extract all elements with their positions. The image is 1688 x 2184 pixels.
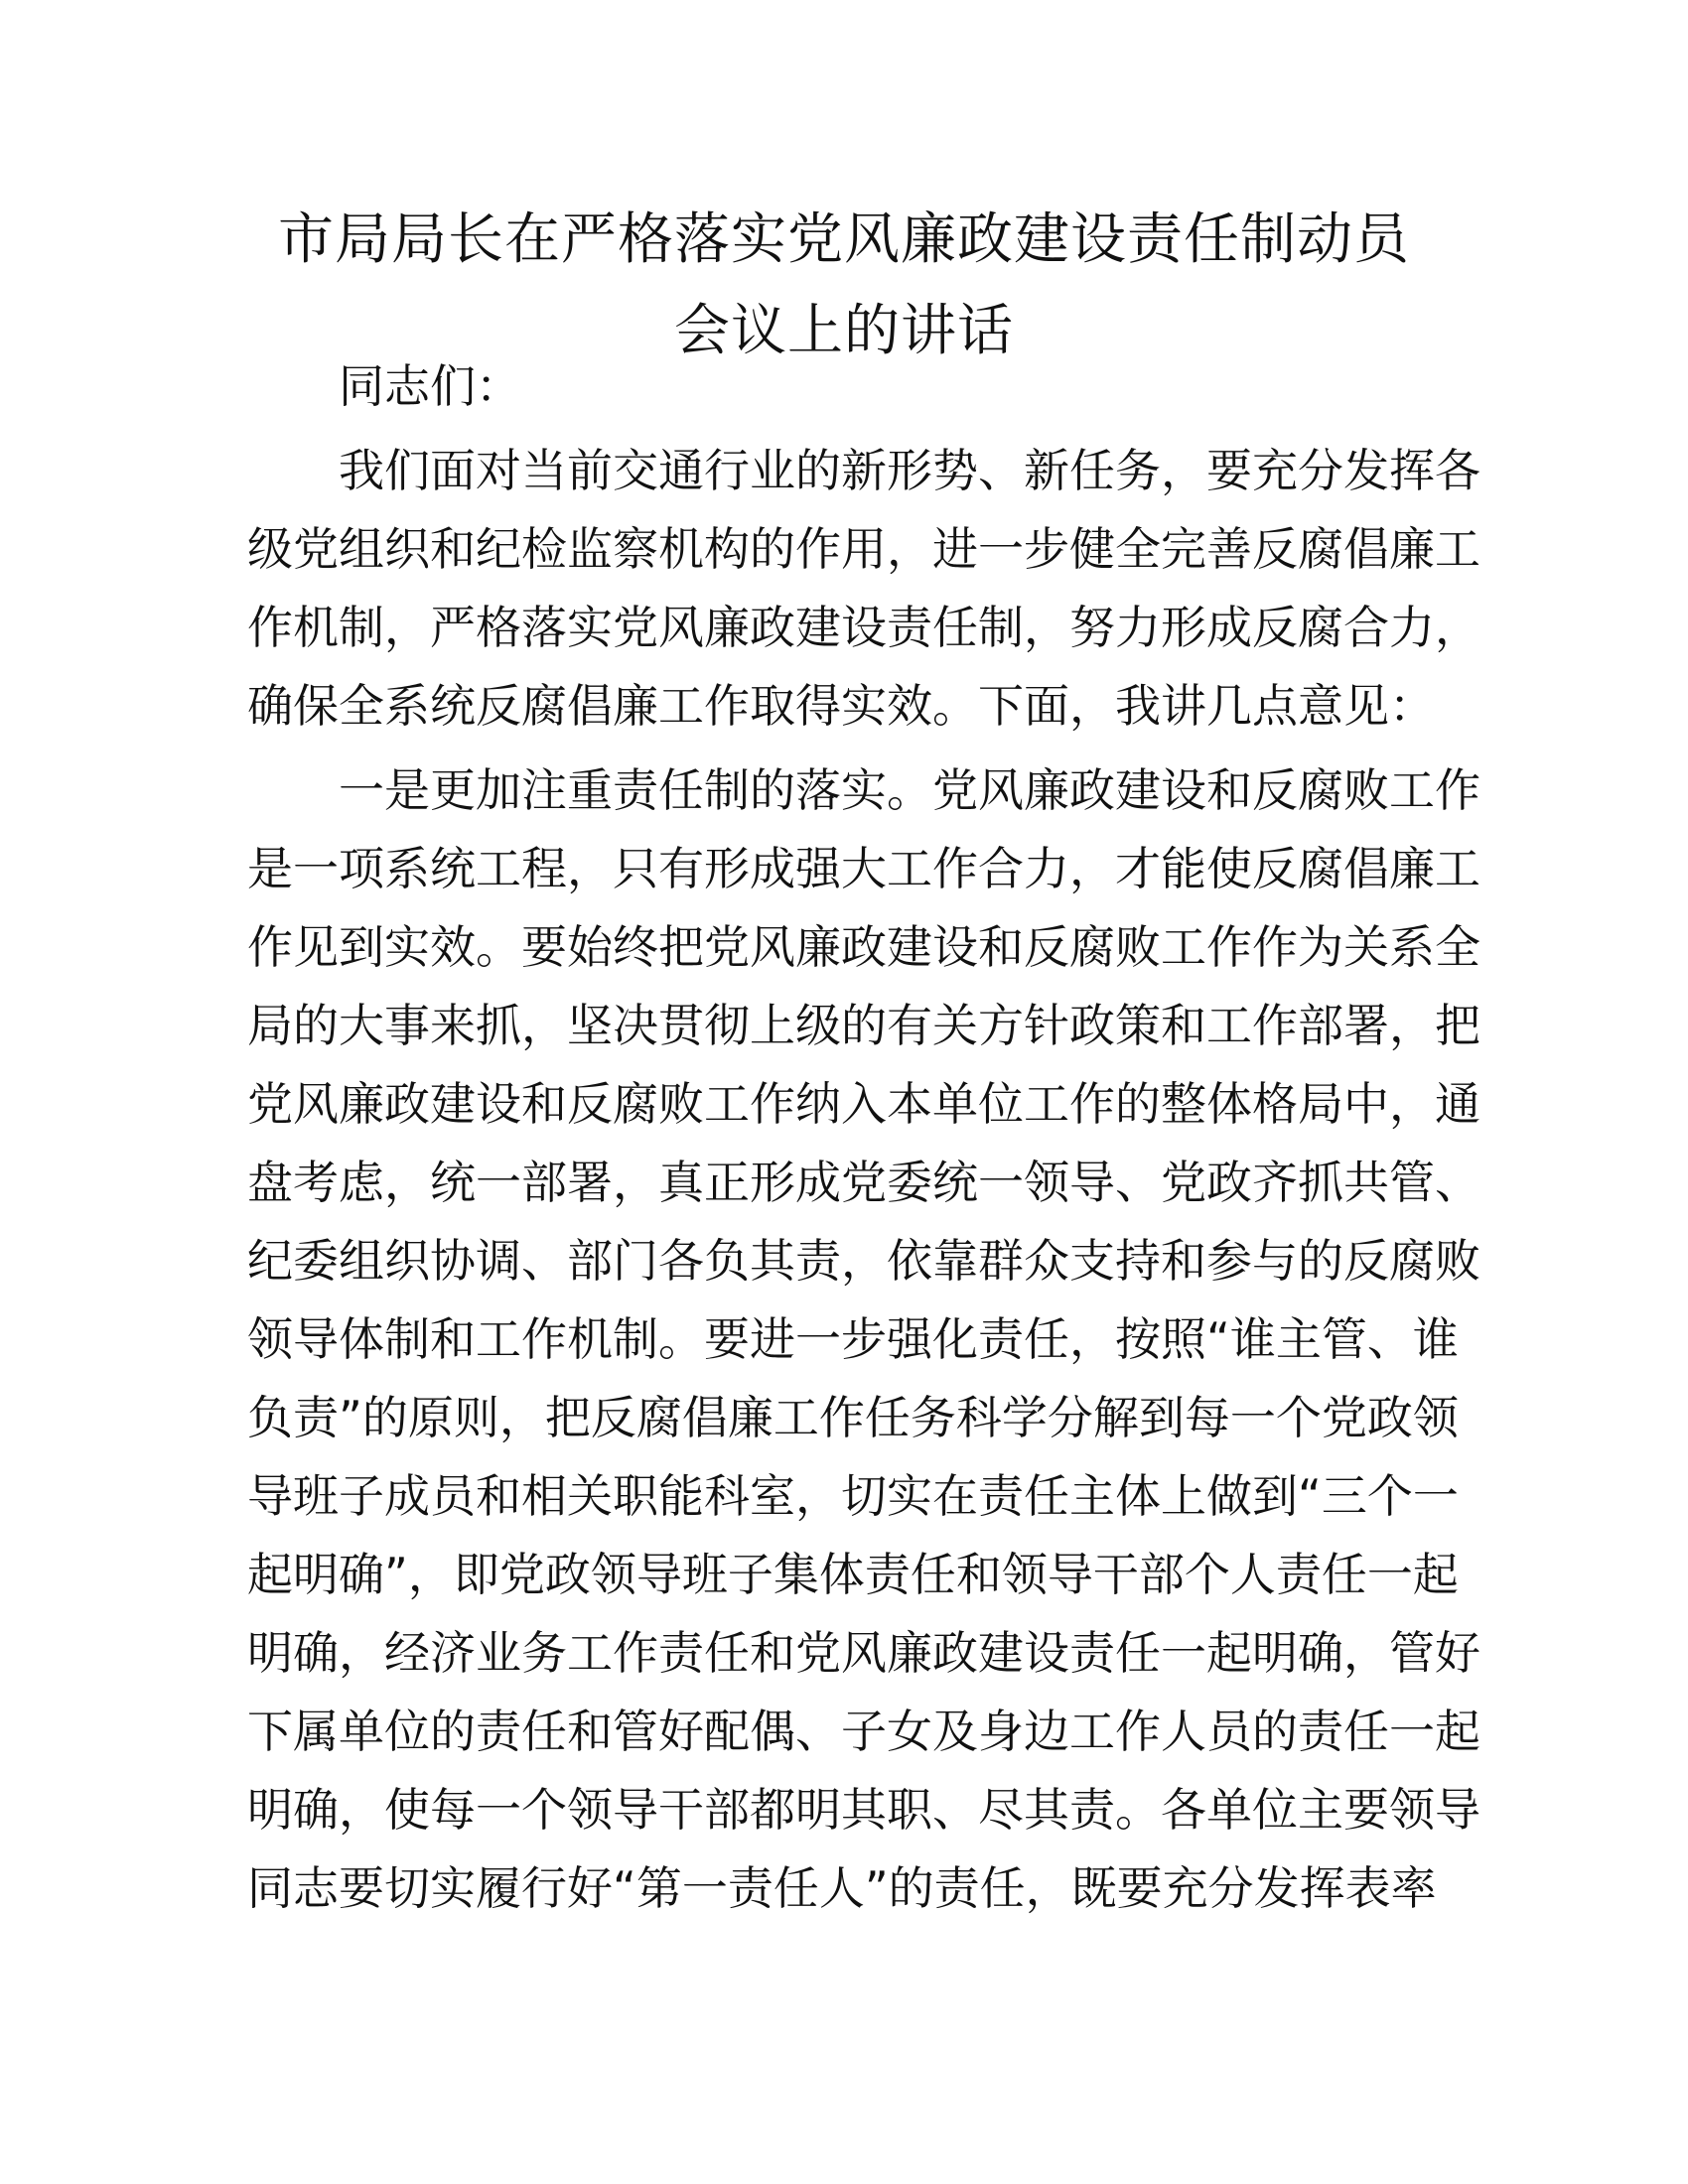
paragraph-line: 同志要切实履行好“第一责任人”的责任，既要充分发挥表率 <box>247 1861 1437 1915</box>
paragraph-line: 明确，使每一个领导干部都明其职、尽其责。各单位主要领导 <box>247 1783 1480 1837</box>
paragraph-line: 明确，经济业务工作责任和党风廉政建设责任一起明确，管好 <box>247 1626 1480 1680</box>
title-line: 会议上的讲话 <box>674 299 1014 363</box>
paragraph-line: 导班子成员和相关职能科室，切实在责任主体上做到“三个一 <box>247 1469 1459 1523</box>
paragraph-line: 党风廉政建设和反腐败工作纳入本单位工作的整体格局中，通 <box>247 1077 1480 1131</box>
paragraph-line: 作见到实效。要始终把党风廉政建设和反腐败工作作为关系全 <box>247 920 1480 974</box>
paragraph-line: 作机制，严格落实党风廉政建设责任制，努力形成反腐合力， <box>247 601 1480 654</box>
paragraph-line: 下属单位的责任和管好配偶、子女及身边工作人员的责任一起 <box>247 1705 1480 1758</box>
salutation: 同志们： <box>339 359 521 413</box>
paragraph-intro <box>247 432 1480 746</box>
paragraph-line: 我们面对当前交通行业的新形势、新任务，要充分发挥各 <box>339 444 1480 497</box>
paragraph-line: 一是更加注重责任制的落实。党风廉政建设和反腐败工作 <box>339 763 1480 817</box>
document-body <box>247 347 1480 1928</box>
paragraph-line: 纪委组织协调、部门各负其责，依靠群众支持和参与的反腐败 <box>247 1234 1480 1288</box>
paragraph-line: 级党组织和纪检监察机构的作用，进一步健全完善反腐倡廉工 <box>247 522 1480 576</box>
paragraph-line: 负责”的原则，把反腐倡廉工作任务科学分解到每一个党政领 <box>247 1391 1459 1444</box>
title-line: 市局局长在严格落实党风廉政建设责任制动员 <box>278 207 1410 272</box>
paragraph-line: 确保全系统反腐倡廉工作取得实效。下面，我讲几点意见： <box>247 679 1435 733</box>
paragraph-line: 是一项系统工程，只有形成强大工作合力，才能使反腐倡廉工 <box>247 842 1480 895</box>
paragraph-line: 起明确”，即党政领导班子集体责任和领导干部个人责任一起 <box>247 1548 1459 1601</box>
paragraph-line: 局的大事来抓，坚决贯彻上级的有关方针政策和工作部署，把 <box>247 999 1480 1052</box>
paragraph-line: 盘考虑，统一部署，真正形成党委统一领导、党政齐抓共管、 <box>247 1156 1480 1209</box>
paragraph-responsibility <box>247 751 1480 1928</box>
paragraph-line: 领导体制和工作机制。要进一步强化责任，按照“谁主管、谁 <box>247 1312 1459 1366</box>
